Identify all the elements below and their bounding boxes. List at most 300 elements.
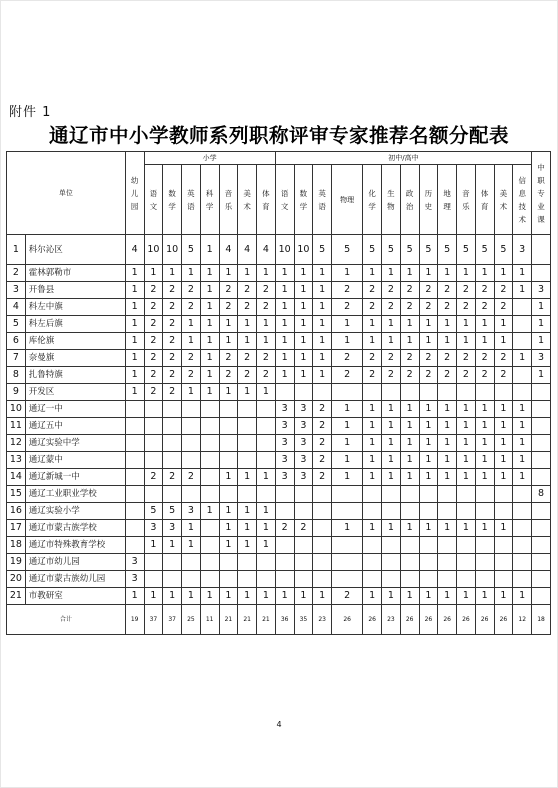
row-number: 10 [7, 401, 26, 418]
quota-cell: 3 [275, 401, 294, 418]
quota-cell [513, 299, 532, 316]
quota-cell [144, 571, 163, 588]
quota-cell: 1 [438, 316, 457, 333]
row-number: 7 [7, 350, 26, 367]
table-row [7, 282, 551, 299]
quota-cell: 2 [438, 350, 457, 367]
quota-cell: 3 [275, 418, 294, 435]
quota-cell: 1 [313, 350, 332, 367]
quota-cell: 1 [400, 401, 419, 418]
quota-cell [457, 554, 476, 571]
row-number: 19 [7, 554, 26, 571]
quota-cell: 1 [494, 401, 513, 418]
quota-cell [313, 503, 332, 520]
quota-cell [238, 554, 257, 571]
quota-cell: 1 [200, 316, 219, 333]
quota-cell: 3 [294, 469, 313, 486]
quota-cell [513, 571, 532, 588]
quota-cell: 1 [144, 588, 163, 605]
total-cell: 21 [238, 605, 257, 635]
quota-cell: 2 [219, 367, 238, 384]
quota-cell: 1 [332, 520, 363, 537]
quota-cell: 2 [382, 299, 401, 316]
quota-cell: 1 [200, 265, 219, 282]
quota-cell: 1 [125, 282, 144, 299]
quota-cell: 1 [494, 520, 513, 537]
quota-cell [513, 316, 532, 333]
quota-cell [294, 554, 313, 571]
quota-cell: 1 [332, 316, 363, 333]
header-primary-subject: 语文 [144, 165, 163, 235]
quota-cell: 1 [400, 588, 419, 605]
quota-cell: 1 [475, 435, 494, 452]
quota-cell: 2 [419, 367, 438, 384]
table-row [7, 469, 551, 486]
quota-cell [182, 486, 201, 503]
quota-cell [532, 401, 551, 418]
header-middle-subject: 数学 [294, 165, 313, 235]
table-row [7, 520, 551, 537]
quota-cell: 1 [457, 469, 476, 486]
quota-cell: 1 [275, 367, 294, 384]
total-cell: 21 [257, 605, 276, 635]
quota-cell: 10 [144, 235, 163, 265]
unit-name: 通辽市蒙古族学校 [25, 520, 125, 537]
quota-cell: 1 [363, 333, 382, 350]
quota-cell: 2 [400, 367, 419, 384]
quota-cell [238, 571, 257, 588]
quota-cell: 1 [382, 418, 401, 435]
quota-cell: 3 [125, 571, 144, 588]
quota-cell: 1 [513, 401, 532, 418]
quota-cell: 2 [144, 333, 163, 350]
quota-cell [125, 435, 144, 452]
total-cell: 26 [363, 605, 382, 635]
quota-cell: 2 [182, 299, 201, 316]
quota-cell: 2 [163, 333, 182, 350]
quota-cell [532, 418, 551, 435]
quota-cell [332, 537, 363, 554]
quota-cell: 2 [475, 367, 494, 384]
page-title: 通辽市中小学教师系列职称评审专家推荐名额分配表 [48, 124, 509, 147]
quota-cell: 1 [313, 265, 332, 282]
quota-cell: 1 [257, 384, 276, 401]
quota-cell: 5 [494, 235, 513, 265]
quota-cell [382, 537, 401, 554]
total-cell: 26 [332, 605, 363, 635]
quota-cell [200, 520, 219, 537]
quota-cell: 1 [163, 537, 182, 554]
quota-cell: 1 [332, 265, 363, 282]
quota-cell: 2 [363, 350, 382, 367]
quota-cell: 1 [475, 452, 494, 469]
quota-cell: 1 [494, 435, 513, 452]
quota-cell [438, 503, 457, 520]
quota-cell [200, 554, 219, 571]
quota-cell: 1 [475, 265, 494, 282]
quota-cell [200, 486, 219, 503]
quota-cell [532, 235, 551, 265]
quota-cell: 3 [125, 554, 144, 571]
quota-cell: 2 [257, 350, 276, 367]
quota-cell: 3 [294, 418, 313, 435]
quota-cell: 2 [382, 282, 401, 299]
quota-cell [513, 520, 532, 537]
row-number: 6 [7, 333, 26, 350]
quota-cell: 2 [144, 350, 163, 367]
total-label: 合计 [7, 605, 126, 635]
quota-cell: 1 [419, 333, 438, 350]
header-unit: 单位 [7, 152, 126, 235]
quota-cell [475, 571, 494, 588]
quota-cell: 2 [238, 367, 257, 384]
header-middle-group: 初中/高中 [275, 152, 531, 165]
quota-cell: 1 [475, 316, 494, 333]
quota-cell: 1 [182, 520, 201, 537]
quota-cell: 10 [163, 235, 182, 265]
table-row [7, 503, 551, 520]
total-cell: 37 [163, 605, 182, 635]
quota-cell: 5 [382, 235, 401, 265]
quota-cell [438, 571, 457, 588]
quota-cell [494, 384, 513, 401]
quota-cell [200, 401, 219, 418]
quota-cell: 2 [144, 367, 163, 384]
quota-cell: 1 [257, 520, 276, 537]
table-row [7, 316, 551, 333]
quota-cell [382, 503, 401, 520]
quota-cell: 1 [438, 452, 457, 469]
quota-cell: 5 [419, 235, 438, 265]
quota-cell: 1 [257, 537, 276, 554]
quota-cell [494, 503, 513, 520]
quota-cell: 1 [382, 401, 401, 418]
quota-cell: 5 [363, 235, 382, 265]
header-middle-subject: 语文 [275, 165, 294, 235]
quota-cell [419, 503, 438, 520]
quota-cell [182, 435, 201, 452]
quota-cell [475, 503, 494, 520]
unit-name: 通辽市蒙古族幼儿园 [25, 571, 125, 588]
quota-cell: 1 [238, 537, 257, 554]
quota-cell: 1 [182, 333, 201, 350]
quota-cell: 2 [163, 384, 182, 401]
quota-cell: 2 [275, 520, 294, 537]
quota-cell [400, 571, 419, 588]
row-number: 12 [7, 435, 26, 452]
quota-cell: 1 [513, 265, 532, 282]
quota-cell: 5 [332, 235, 363, 265]
quota-cell: 1 [219, 265, 238, 282]
total-cell: 35 [294, 605, 313, 635]
quota-cell: 1 [238, 588, 257, 605]
quota-cell [382, 384, 401, 401]
quota-cell: 1 [275, 350, 294, 367]
quota-cell [294, 503, 313, 520]
quota-cell [125, 537, 144, 554]
header-middle-subject: 历史 [419, 165, 438, 235]
unit-name: 奈曼旗 [25, 350, 125, 367]
quota-cell: 1 [475, 401, 494, 418]
quota-cell: 3 [144, 520, 163, 537]
quota-cell: 1 [275, 588, 294, 605]
quota-cell: 1 [238, 503, 257, 520]
quota-cell: 1 [457, 588, 476, 605]
quota-cell [163, 571, 182, 588]
quota-cell [200, 418, 219, 435]
quota-cell [294, 571, 313, 588]
quota-cell [363, 554, 382, 571]
quota-cell [382, 571, 401, 588]
quota-cell [125, 452, 144, 469]
quota-cell: 1 [363, 520, 382, 537]
quota-cell [494, 537, 513, 554]
quota-cell: 1 [257, 265, 276, 282]
quota-cell: 2 [163, 469, 182, 486]
quota-cell: 1 [182, 537, 201, 554]
total-cell: 12 [513, 605, 532, 635]
quota-cell: 1 [313, 367, 332, 384]
quota-cell: 2 [457, 282, 476, 299]
unit-name: 通辽实验小学 [25, 503, 125, 520]
quota-cell: 3 [163, 520, 182, 537]
quota-cell: 1 [513, 282, 532, 299]
quota-cell [219, 554, 238, 571]
quota-cell: 4 [238, 235, 257, 265]
quota-cell [532, 588, 551, 605]
unit-name: 科左中旗 [25, 299, 125, 316]
quota-cell: 1 [313, 316, 332, 333]
quota-cell [513, 367, 532, 384]
header-primary-subject: 体育 [257, 165, 276, 235]
quota-cell: 1 [238, 469, 257, 486]
quota-cell: 1 [400, 265, 419, 282]
quota-cell [238, 452, 257, 469]
quota-cell [125, 469, 144, 486]
quota-cell: 1 [494, 316, 513, 333]
quota-cell [275, 486, 294, 503]
header-vocational: 中职专业课 [532, 152, 551, 235]
quota-cell [363, 503, 382, 520]
quota-cell [163, 435, 182, 452]
table-row [7, 554, 551, 571]
quota-cell [313, 520, 332, 537]
total-cell: 26 [438, 605, 457, 635]
quota-cell [332, 384, 363, 401]
quota-cell: 1 [363, 418, 382, 435]
quota-cell: 1 [294, 350, 313, 367]
quota-cell: 1 [125, 299, 144, 316]
quota-cell: 2 [144, 316, 163, 333]
quota-cell: 1 [294, 316, 313, 333]
quota-cell [513, 333, 532, 350]
header-middle-subject: 信息技术 [513, 165, 532, 235]
quota-cell: 1 [200, 367, 219, 384]
quota-cell [257, 435, 276, 452]
quota-cell: 1 [400, 316, 419, 333]
quota-cell: 8 [532, 486, 551, 503]
quota-cell: 1 [400, 333, 419, 350]
quota-cell [400, 384, 419, 401]
quota-cell: 1 [494, 333, 513, 350]
quota-cell: 1 [332, 469, 363, 486]
quota-cell [275, 503, 294, 520]
header-middle-subject: 美术 [494, 165, 513, 235]
quota-cell: 1 [532, 333, 551, 350]
quota-cell: 1 [382, 435, 401, 452]
quota-cell [419, 486, 438, 503]
quota-cell: 1 [257, 503, 276, 520]
quota-cell: 3 [532, 282, 551, 299]
quota-cell [182, 571, 201, 588]
total-cell: 19 [125, 605, 144, 635]
quota-cell: 2 [438, 367, 457, 384]
quota-cell [313, 537, 332, 554]
quota-cell: 1 [275, 299, 294, 316]
quota-cell: 1 [475, 418, 494, 435]
quota-cell [457, 537, 476, 554]
quota-cell [332, 503, 363, 520]
quota-cell [438, 554, 457, 571]
quota-cell: 1 [294, 588, 313, 605]
quota-cell [532, 435, 551, 452]
quota-cell [200, 435, 219, 452]
quota-cell: 1 [125, 588, 144, 605]
quota-cell: 1 [275, 333, 294, 350]
quota-cell [200, 571, 219, 588]
quota-cell: 1 [363, 401, 382, 418]
total-cell: 26 [475, 605, 494, 635]
quota-cell: 2 [313, 452, 332, 469]
quota-cell: 2 [494, 299, 513, 316]
quota-cell: 1 [494, 452, 513, 469]
quota-cell [125, 418, 144, 435]
unit-name: 科尔沁区 [25, 235, 125, 265]
quota-cell: 1 [513, 435, 532, 452]
quota-cell: 2 [294, 520, 313, 537]
table-row [7, 486, 551, 503]
table-row [7, 435, 551, 452]
quota-cell: 1 [200, 350, 219, 367]
table-row [7, 571, 551, 588]
quota-cell: 2 [313, 401, 332, 418]
header-primary-subject: 英语 [182, 165, 201, 235]
quota-cell: 1 [532, 299, 551, 316]
unit-name: 通辽一中 [25, 401, 125, 418]
quota-cell [400, 486, 419, 503]
quota-cell: 3 [294, 401, 313, 418]
quota-cell: 3 [294, 452, 313, 469]
quota-cell: 1 [257, 469, 276, 486]
quota-cell [257, 418, 276, 435]
quota-cell [219, 486, 238, 503]
quota-cell: 2 [494, 282, 513, 299]
quota-cell: 3 [294, 435, 313, 452]
total-cell: 36 [275, 605, 294, 635]
quota-cell: 1 [294, 299, 313, 316]
quota-cell: 1 [457, 316, 476, 333]
quota-cell: 1 [513, 469, 532, 486]
total-cell: 26 [419, 605, 438, 635]
quota-cell: 1 [513, 588, 532, 605]
quota-cell [419, 537, 438, 554]
quota-cell: 2 [457, 299, 476, 316]
row-number: 2 [7, 265, 26, 282]
quota-cell [257, 452, 276, 469]
quota-cell [200, 469, 219, 486]
quota-cell: 1 [313, 588, 332, 605]
quota-cell: 1 [163, 588, 182, 605]
quota-cell: 1 [400, 452, 419, 469]
quota-cell [219, 571, 238, 588]
quota-cell: 1 [457, 418, 476, 435]
quota-cell: 1 [219, 520, 238, 537]
quota-cell: 2 [144, 469, 163, 486]
row-number: 9 [7, 384, 26, 401]
quota-cell: 1 [200, 282, 219, 299]
total-cell: 11 [200, 605, 219, 635]
table-row [7, 418, 551, 435]
quota-cell: 1 [513, 452, 532, 469]
quota-cell: 2 [400, 282, 419, 299]
quota-cell: 1 [200, 333, 219, 350]
quota-cell: 1 [419, 265, 438, 282]
row-number: 11 [7, 418, 26, 435]
quota-cell: 5 [457, 235, 476, 265]
quota-cell: 10 [294, 235, 313, 265]
quota-cell: 1 [513, 418, 532, 435]
quota-cell: 1 [332, 452, 363, 469]
quota-cell: 2 [238, 350, 257, 367]
quota-cell: 1 [475, 588, 494, 605]
quota-cell [457, 503, 476, 520]
quota-cell: 2 [494, 367, 513, 384]
unit-name: 科左后旗 [25, 316, 125, 333]
quota-cell: 1 [332, 435, 363, 452]
unit-name: 库伦旗 [25, 333, 125, 350]
quota-cell: 1 [400, 435, 419, 452]
quota-cell [513, 554, 532, 571]
quota-cell: 1 [238, 333, 257, 350]
quota-cell: 2 [457, 350, 476, 367]
quota-cell: 2 [363, 367, 382, 384]
header-middle-subject: 体育 [475, 165, 494, 235]
quota-cell: 1 [382, 452, 401, 469]
quota-cell [294, 537, 313, 554]
unit-name: 开鲁县 [25, 282, 125, 299]
quota-cell [313, 554, 332, 571]
quota-cell: 1 [494, 588, 513, 605]
quota-cell: 1 [457, 333, 476, 350]
header-primary-subject: 美术 [238, 165, 257, 235]
quota-cell [125, 520, 144, 537]
quota-cell [457, 384, 476, 401]
quota-cell: 5 [475, 235, 494, 265]
quota-cell [257, 486, 276, 503]
table-row [7, 367, 551, 384]
quota-cell: 1 [219, 384, 238, 401]
quota-cell: 1 [419, 401, 438, 418]
quota-cell: 2 [457, 367, 476, 384]
row-number: 18 [7, 537, 26, 554]
quota-cell: 2 [257, 282, 276, 299]
table-row [7, 537, 551, 554]
quota-cell [532, 537, 551, 554]
quota-cell [332, 554, 363, 571]
quota-cell: 1 [419, 520, 438, 537]
quota-cell: 1 [294, 333, 313, 350]
quota-cell: 1 [494, 418, 513, 435]
